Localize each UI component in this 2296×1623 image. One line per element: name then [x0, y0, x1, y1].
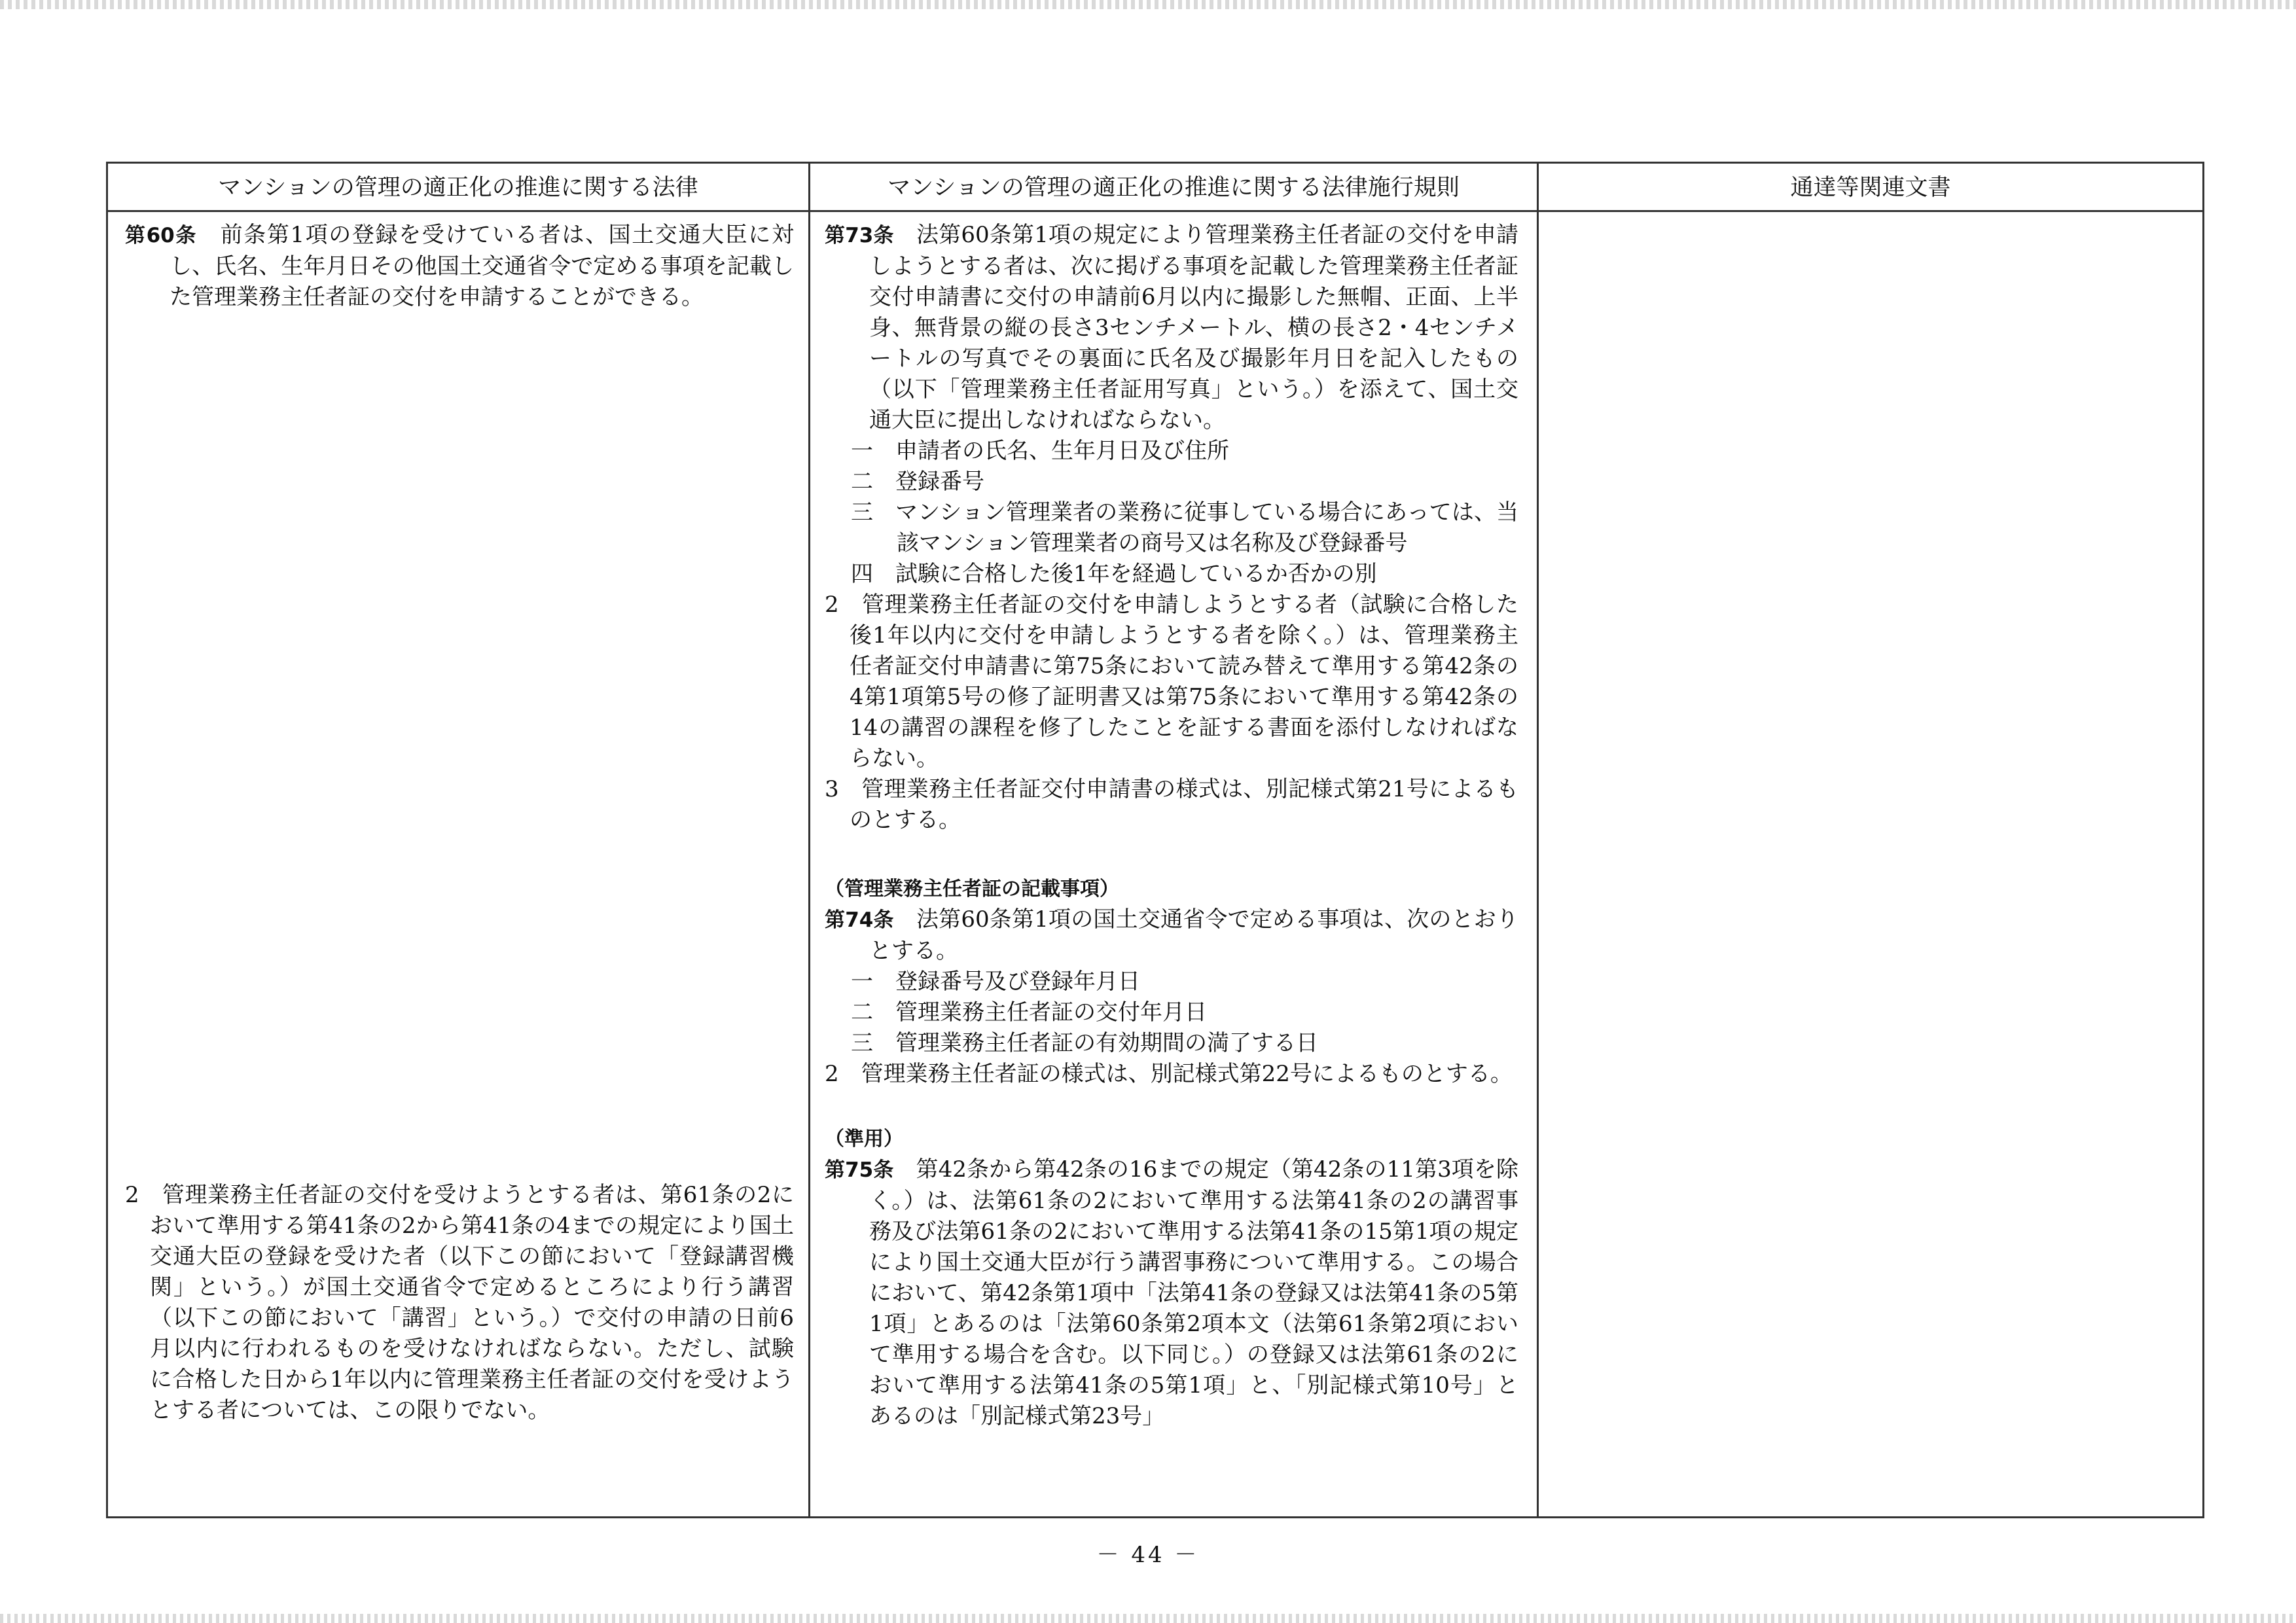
- article-number: 第75条: [825, 1158, 894, 1182]
- article-60: [125, 220, 794, 313]
- article-number: 第73条: [825, 224, 894, 247]
- column-header-law: マンションの管理の適正化の推進に関する法律: [108, 164, 808, 212]
- article-caption: （管理業務主任者証の記載事項）: [825, 878, 1119, 901]
- list-item: 三 管理業務主任者証の有効期間の満了する日: [851, 1030, 1318, 1056]
- article-text: 法第60条第1項の規定により管理業務主任者証の交付を申請しようとする者は、次に掲げる事項を記載した管理業務主任者証交付申請書に交付の申請前6月以内に撮影した無帽、正面、上半身、無背景の縦の長さ3センチメートル、横の長さ2・4センチメートルの写真でその裏面に氏名及び撮影年月日を記入したもの（以下「管理業務主任者証用写真」という。）を添えて、国土交通大臣に提出しなければならない。: [869, 222, 1519, 433]
- article-text: 法第60条第1項の国土交通省令で定める事項は、次のとおりとする。: [869, 906, 1519, 964]
- list-item: 一 申請者の氏名、生年月日及び住所: [851, 438, 1229, 464]
- related-docs-column: [1539, 212, 2202, 1516]
- list-item: 一 登録番号及び登録年月日: [851, 969, 1140, 995]
- article-60-paragraph-2: 2 管理業務主任者証の交付を受けようとする者は、第61条の2において準用する第41条の2から第41条の4までの規定により国土交通大臣の登録を受けた者（以下この節において「登録講習機関」という。）が国土交通省令で定めるところにより行う講習（以下この節において「講習」という。）で交付の申請の日前6月以内に行われるものを受けなければならない。ただし、試験に合格した日から1年以内に管理業務主任者証の交付を受けようとする者については、この限りでない。: [125, 1182, 794, 1423]
- article-74-paragraph-2: 2 管理業務主任者証の様式は、別記様式第22号によるものとする。: [825, 1061, 1513, 1087]
- article-75: [825, 1154, 1518, 1432]
- scan-edge-top: [0, 0, 2296, 9]
- article-text: 第42条から第42条の16までの規定（第42条の11第3項を除く。）は、法第61条の2において準用する法第41条の2の講習事務及び法第61条の2において準用する法第41条の15第1項の規定により国土交通大臣が行う講習事務について準用する。この場合において、第42条第1項中「法第41条の登録又は法第41条の5第1項」とあるのは「法第60条第2項本文（法第61条第2項において準用する場合を含む。以下同じ。）の登録又は法第61条の2において準用する法第41条の5第1項」と、「別記様式第10号」とあるのは「別記様式第23号」: [869, 1156, 1519, 1429]
- article-number: 第74条: [825, 908, 894, 932]
- list-item: 二 登録番号: [851, 469, 984, 495]
- article-73: [825, 220, 1518, 436]
- law-column: [108, 212, 808, 1516]
- column-header-related-docs: 通達等関連文書: [1539, 164, 2202, 212]
- list-item: 三 マンション管理業者の業務に従事している場合にあっては、当該マンション管理業者の商号又は名称及び登録番号: [851, 499, 1518, 556]
- article-text: 前条第1項の登録を受けている者は、国土交通大臣に対し、氏名、生年月日その他国土交通省令で定める事項を記載した管理業務主任者証の交付を申請することができる。: [170, 222, 794, 310]
- article-number: 第60条: [125, 224, 197, 247]
- column-header-rules: マンションの管理の適正化の推進に関する法律施行規則: [810, 164, 1537, 212]
- article-73-paragraph-3: 3 管理業務主任者証交付申請書の様式は、別記様式第21号によるものとする。: [825, 776, 1518, 833]
- page-number: － 44 －: [1096, 1542, 1200, 1568]
- comparison-table: [106, 162, 2204, 1518]
- list-item: 二 管理業務主任者証の交付年月日: [851, 999, 1207, 1026]
- article-73-paragraph-2: 2 管理業務主任者証の交付を申請しようとする者（試験に合格した後1年以内に交付を申請しようとする者を除く。）は、管理業務主任者証交付申請書に第75条において読み替えて準用する第42条の4第1項第5号の修了証明書又は第75条において準用する第42条の14の講習の課程を修了したことを証する書面を添付しなければならない。: [825, 592, 1518, 772]
- scan-edge-bottom: [0, 1614, 2296, 1623]
- rules-column: [810, 212, 1537, 1516]
- article-caption: （準用）: [825, 1128, 903, 1150]
- list-item: 四 試験に合格した後1年を経過しているか否かの別: [851, 561, 1377, 587]
- article-74: [825, 904, 1518, 967]
